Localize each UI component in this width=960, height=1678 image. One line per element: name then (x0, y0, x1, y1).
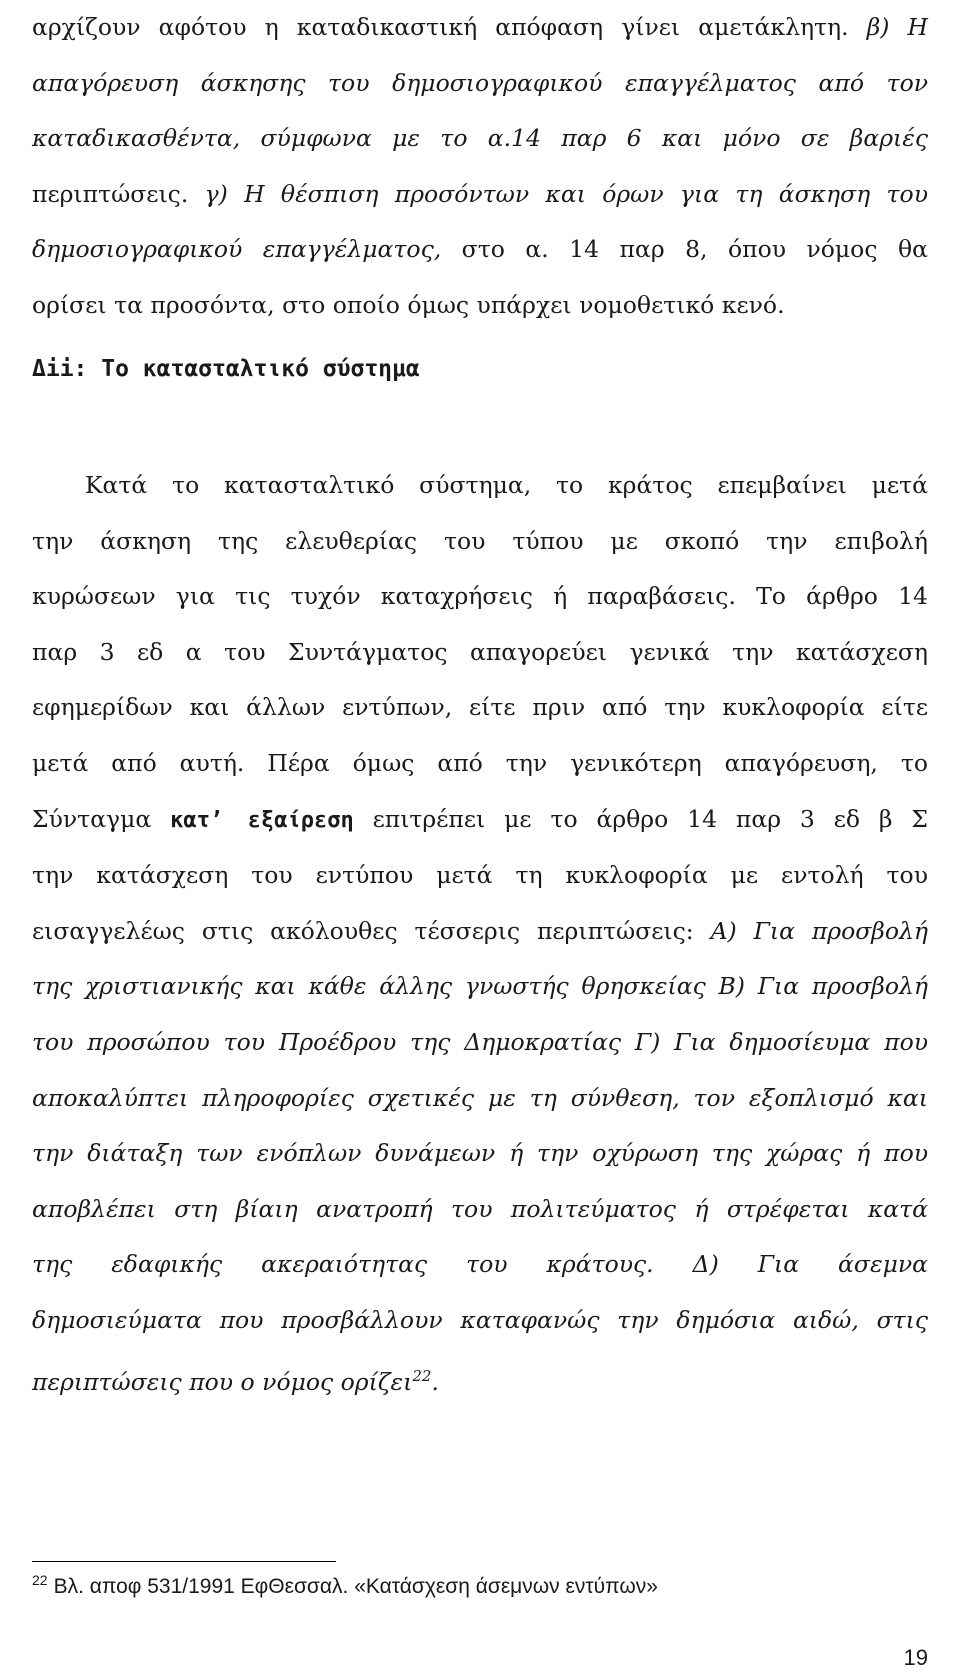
text-line: αρχίζουν αφότου η καταδικαστική απόφαση γίνει αμετάκλητη. β) Η (32, 13, 929, 41)
text-line: καταδικασθέντα, σύμφωνα με το α.14 παρ 6 και μόνο σε βαριές (32, 124, 928, 153)
footnote (32, 1572, 658, 1599)
text-line: κυρώσεων για τις τυχόν καταχρήσεις ή παραβάσεις. Το άρθρο 14 (32, 582, 928, 611)
section-heading: Δii: Το κατασταλτικό σύστημα (32, 356, 420, 382)
text-line: της εδαφικής ακεραιότητας του κράτους. Δ) Για άσεμνα (32, 1250, 928, 1279)
paragraph-repressive-system (32, 458, 928, 1410)
text-line: του προσώπου του Προέδρου της Δημοκρατίας Γ) Για δημοσίευμα που (32, 1027, 928, 1056)
text-line: την κατάσχεση του εντύπου μετά τη κυκλοφορία με εντολή του (32, 861, 928, 890)
text-line: αποκαλύπτει πληροφορίες σχετικές με τη σύνθεση, τον εξοπλισμό και (32, 1083, 928, 1112)
text-line: δημοσιογραφικού επαγγέλματος, στο α. 14 παρ 8, όπου νόμος θα (32, 235, 928, 264)
footnote-separator (32, 1561, 336, 1562)
paragraph-continuation (32, 0, 928, 334)
text-line: της χριστιανικής και κάθε άλλης γνωστής θρησκείας Β) Για προσβολή (32, 972, 928, 1001)
footnote-number: 22 (32, 1572, 48, 1588)
text-line: Κατά το κατασταλτικό σύστημα, το κράτος επεμβαίνει μετά (85, 471, 928, 499)
bold-emphasis: κατ’ εξαίρεση (170, 807, 354, 833)
text-line: ορίσει τα προσόντα, στο οποίο όμως υπάρχει νομοθετικό κενό. (32, 290, 785, 319)
text-line: αποβλέπει στη βίαιη ανατροπή του πολιτεύματος ή στρέφεται κατά (32, 1194, 928, 1223)
text-line: περιπτώσεις. γ) Η θέσπιση προσόντων και όρων για τη άσκηση του (32, 179, 928, 208)
footnote-text: Βλ. αποφ 531/1991 ΕφΘεσσαλ. «Κατάσχεση άσεμνων εντύπων» (53, 1575, 658, 1598)
footnote-reference[interactable]: 22 (412, 1366, 432, 1385)
text-line: παρ 3 εδ α του Συντάγματος απαγορεύει γενικά την κατάσχεση (32, 637, 928, 666)
text-line: την άσκηση της ελευθερίας του τύπου με σκοπό την επιβολή (32, 526, 928, 555)
text-line: εφημερίδων και άλλων εντύπων, είτε πριν από την κυκλοφορία είτε (32, 693, 928, 722)
text-line: Σύνταγμα κατ’ εξαίρεση επιτρέπει με το άρθρο 14 παρ 3 εδ β Σ (32, 804, 928, 833)
text-line: την διάταξη των ενόπλων δυνάμεων ή την οχύρωση της χώρας ή που (32, 1139, 928, 1168)
text-line: εισαγγελέως στις ακόλουθες τέσσερις περιπτώσεις: Α) Για προσβολή (32, 916, 928, 945)
text-line: μετά από αυτή. Πέρα όμως από την γενικότερη απαγόρευση, το (32, 748, 928, 777)
text-line: δημοσιεύματα που προσβάλλουν καταφανώς την δημόσια αιδώ, στις (32, 1305, 928, 1334)
text-line: απαγόρευση άσκησης του δημοσιογραφικού επαγγέλματος από τον (32, 68, 928, 97)
text-line: περιπτώσεις που ο νόμος ορίζει$^{22}$. (32, 1366, 439, 1396)
page-number: 19 (903, 1645, 928, 1670)
